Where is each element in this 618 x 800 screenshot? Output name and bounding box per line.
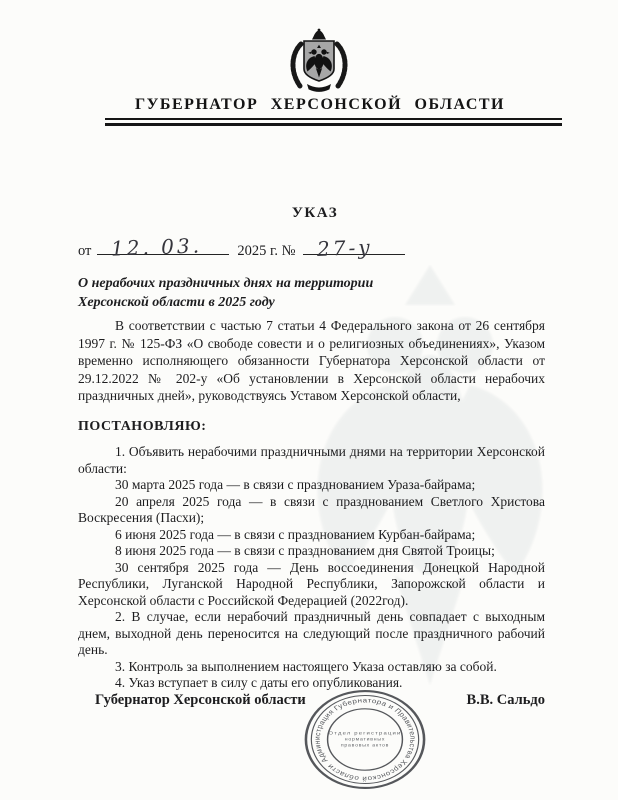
stamp-center-line-1: Отдел регистрации [328, 731, 402, 737]
number-blank-line [303, 235, 405, 261]
preamble-paragraph: В соответствии с частью 7 статьи 4 Федерального закона от 26 сентября 1997 г. № 125-ФЗ «О свободе совести и о религиозных объединениях», Указом временно исполняющего обязанности Губернатора Херсонской области от 29.12.2022 № 202-у «Об установлении в Херсонской области нерабочих праздничных дней», руководствуясь Уставом Херсонской области, [78, 318, 545, 403]
subject-line-2: Херсонской области в 2025 году [78, 295, 275, 310]
item-paragraph: 2. В случае, если нерабочий праздничный день совпадает с выходным днем, выходной день переносится на следующий после праздничного рабочий день. [78, 609, 545, 657]
round-registration-stamp-icon [301, 687, 429, 792]
subject-line-1: О нерабочих праздничных днях на территории [78, 276, 374, 291]
handwritten-date: 12. 03. [111, 233, 203, 261]
signer-position: Губернатор Херсонской области [95, 692, 306, 708]
year-and-number-label: 2025 г. № [237, 243, 296, 259]
item-paragraph: 8 июня 2025 года — в связи с празднованием дня Святой Троицы; [115, 543, 495, 558]
stamp-center-line-3: правовых актов [340, 742, 390, 748]
decree-subject [78, 274, 373, 312]
item-paragraph: 4. Указ вступает в силу с даты его опубликования. [115, 675, 403, 690]
stamp-ring-text: Администрация Губернатора и Правительства Херсонской области [311, 696, 418, 783]
item-paragraph: 30 сентября 2025 года — День воссоединения Донецкой Народной Республики, Луганской Народной Республики, Запорожской области и Херсонской области с Российской Федерацией (2022год). [78, 559, 545, 608]
item-paragraph: 30 марта 2025 года — в связи с празднованием Ураза-байрама; [115, 477, 476, 492]
item-paragraph: 6 июня 2025 года — в связи с празднованием Курбан-байрама; [115, 526, 476, 542]
doc-type-title: УКАЗ [291, 205, 339, 221]
org-title: ГУБЕРНАТОР ХЕРСОНСКОЙ ОБЛАСТИ [135, 96, 505, 113]
item-paragraph: 1. Объявить нерабочими праздничными днями на территории Херсонской области: [78, 444, 545, 476]
item-paragraph: 20 апреля 2025 года — в связи с празднованием Светлого Христова Воскресения (Пасхи); [78, 493, 545, 525]
kherson-coat-of-arms-icon [287, 27, 351, 96]
date-and-number-row [78, 233, 405, 261]
handwritten-number: 27-у [317, 235, 374, 261]
header-double-rule [105, 118, 562, 126]
decree-items [78, 444, 545, 692]
date-blank-line [97, 233, 229, 261]
date-prefix-label: от [78, 243, 92, 259]
resolve-word: ПОСТАНОВЛЯЮ: [78, 419, 207, 434]
signer-name: В.В. Сальдо [466, 692, 545, 708]
item-paragraph: 3. Контроль за выполнением настоящего Указа оставляю за собой. [115, 658, 497, 674]
stamp-center-line-2: нормативных [344, 737, 386, 742]
